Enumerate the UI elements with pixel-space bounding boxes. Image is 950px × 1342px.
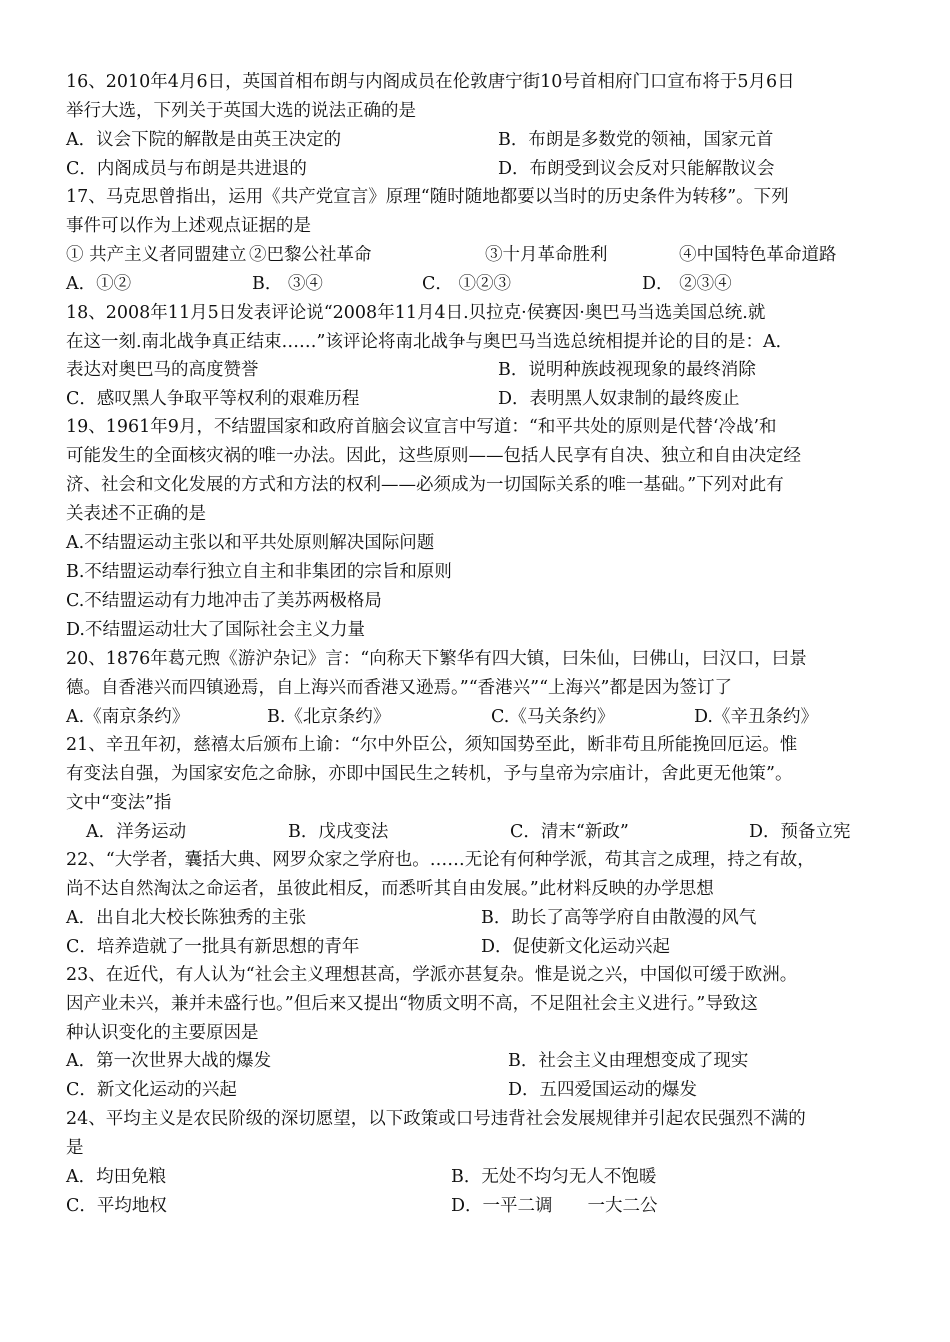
question-19-option-row xyxy=(0,587,950,616)
answer-option: C．内阁成员与布朗是共进退的 xyxy=(66,159,307,179)
answer-option: D．表明黑人奴隶制的最终废止 xyxy=(498,389,740,409)
answer-option: C.《马关条约》 xyxy=(491,707,615,727)
answer-option: C．新文化运动的兴起 xyxy=(66,1080,237,1100)
answer-option: B.《北京条约》 xyxy=(267,707,391,727)
question-24-stem-line: 24、平均主义是农民阶级的深切愿望，以下政策或口号违背社会发展规律并引起农民强烈不满的 xyxy=(66,1109,806,1129)
answer-option: A．均田免粮 xyxy=(66,1167,167,1187)
question-23-option-row xyxy=(0,1047,950,1076)
answer-option: C．平均地权 xyxy=(66,1196,167,1216)
question-22-stem-line: 22、“大学者，囊括大典、网罗众家之学府也。……无论有何种学派，苟其言之成理，持之有故， xyxy=(66,850,815,870)
question-22-option-row xyxy=(0,933,950,962)
answer-option: B．无处不均匀无人不饱暖 xyxy=(451,1167,657,1187)
question-23-option-row xyxy=(0,1076,950,1105)
question-19-stem-line: 19、1961年9月，不结盟国家和政府首脑会议宣言中写道：“和平共处的原则是代替‘冷战’和 xyxy=(66,417,777,437)
question-21-option-row xyxy=(0,818,950,847)
answer-option: C．感叹黑人争取平等权利的艰难历程 xyxy=(66,389,360,409)
answer-option: B．说明种族歧视现象的最终消除 xyxy=(498,360,756,380)
question-24-stem-line: 是 xyxy=(66,1138,84,1158)
answer-option: ③十月革命胜利 xyxy=(485,245,608,265)
question-21-stem-line: 有变法自强，为国家安危之命脉，亦即中国民生之转机，予与皇帝为宗庙计，舍此更无他策”。 xyxy=(66,764,793,784)
answer-option: C． ①②③ xyxy=(422,274,511,294)
question-19-option-row xyxy=(0,616,950,645)
question-24-option-row xyxy=(0,1192,950,1221)
answer-option: D.《辛丑条约》 xyxy=(694,707,818,727)
answer-option: D．布朗受到议会反对只能解散议会 xyxy=(498,159,775,179)
answer-option: A.不结盟运动主张以和平共处原则解决国际问题 xyxy=(66,533,435,553)
question-19-option-row xyxy=(0,558,950,587)
question-19-option-row xyxy=(0,529,950,558)
answer-option: A．第一次世界大战的爆发 xyxy=(66,1051,272,1071)
question-17-stem-line: 17、马克思曾指出，运用《共产党宣言》原理“随时随地都要以当时的历史条件为转移”。下列 xyxy=(66,187,789,207)
question-19-stem-line: 可能发生的全面核灾祸的唯一办法。因此，这些原则——包括人民享有自决、独立和自由决定经 xyxy=(66,446,801,466)
question-21-stem-line: 文中“变法”指 xyxy=(66,793,172,813)
question-16-option-row xyxy=(0,126,950,155)
question-22-option-row xyxy=(0,904,950,933)
answer-option: D．预备立宪 xyxy=(749,822,851,842)
answer-option: B． ③④ xyxy=(252,274,323,294)
answer-option: C.不结盟运动有力地冲击了美苏两极格局 xyxy=(66,591,382,611)
question-23-stem-line: 因产业未兴，兼并未盛行也。”但后来又提出“物质文明不高，不足阻社会主义进行。”导致这 xyxy=(66,994,758,1014)
question-16-option-row xyxy=(0,155,950,184)
answer-option: D． ②③④ xyxy=(642,274,732,294)
answer-option: ②巴黎公社革命 xyxy=(249,245,372,265)
answer-option: A．议会下院的解散是由英王决定的 xyxy=(66,130,342,150)
answer-option: C．培养造就了一批具有新思想的青年 xyxy=(66,937,360,957)
question-16-stem-line: 16、2010年4月6日，英国首相布朗与内阁成员在伦敦唐宁街10号首相府门口宣布将于5月6日 xyxy=(66,72,795,92)
answer-option: A．洋务运动 xyxy=(86,822,187,842)
answer-option: A．①② xyxy=(66,274,132,294)
question-20-stem-line: 20、1876年葛元煦《游沪杂记》言：“向称天下繁华有四大镇，曰朱仙，曰佛山，曰汉口，曰景 xyxy=(66,649,807,669)
answer-option: 表达对奥巴马的高度赞誉 xyxy=(66,360,259,380)
answer-option: B．布朗是多数党的领袖，国家元首 xyxy=(498,130,774,150)
answer-option: D．五四爱国运动的爆发 xyxy=(508,1080,698,1100)
question-18-option-row xyxy=(0,356,950,385)
answer-option: A.《南京条约》 xyxy=(66,707,190,727)
question-19-stem-line: 关表述不正确的是 xyxy=(66,504,206,524)
question-23-stem-line: 23、在近代，有人认为“社会主义理想甚高，学派亦甚复杂。惟是说之兴，中国似可缓于欧洲。 xyxy=(66,965,798,985)
question-20-option-row xyxy=(0,703,950,732)
answer-option: B.不结盟运动奉行独立自主和非集团的宗旨和原则 xyxy=(66,562,452,582)
question-20-stem-line: 德。自香港兴而四镇逊焉，自上海兴而香港又逊焉。”“香港兴”“上海兴”都是因为签订了 xyxy=(66,678,732,698)
answer-option: D．促使新文化运动兴起 xyxy=(481,937,671,957)
question-18-stem-line: 18、2008年11月5日发表评论说“2008年11月4日.贝拉克·侯赛因·奥巴马当选美国总统.就 xyxy=(66,303,766,323)
question-19-stem-line: 济、社会和文化发展的方式和方法的权利——必须成为一切国际关系的唯一基础。”下列对此有 xyxy=(66,475,784,495)
answer-option: ④中国特色革命道路 xyxy=(679,245,837,265)
answer-option: D.不结盟运动壮大了国际社会主义力量 xyxy=(66,620,365,640)
answer-option: ① 共产主义者同盟建立 xyxy=(66,245,247,265)
answer-option: B．戊戌变法 xyxy=(288,822,389,842)
question-17-stem-line: 事件可以作为上述观点证据的是 xyxy=(66,216,311,236)
question-24-option-row xyxy=(0,1163,950,1192)
answer-option: C．清末“新政” xyxy=(510,822,629,842)
question-16-stem-line: 举行大选，下列关于英国大选的说法正确的是 xyxy=(66,101,416,121)
answer-option: B．助长了高等学府自由散漫的风气 xyxy=(481,908,757,928)
answer-option: D．一平二调 一大二公 xyxy=(451,1196,658,1216)
question-17-option-row xyxy=(0,270,950,299)
question-22-stem-line: 尚不达自然淘汰之命运者，虽彼此相反，而悉听其自由发展。”此材料反映的办学思想 xyxy=(66,879,714,899)
answer-option: A．出自北大校长陈独秀的主张 xyxy=(66,908,307,928)
question-18-stem-line: 在这一刻.南北战争真正结束……”该评论将南北战争与奥巴马当选总统相提并论的目的是：A． xyxy=(66,332,794,352)
question-17-option-row xyxy=(0,241,950,270)
question-23-stem-line: 种认识变化的主要原因是 xyxy=(66,1023,259,1043)
answer-option: B．社会主义由理想变成了现实 xyxy=(508,1051,749,1071)
question-18-option-row xyxy=(0,385,950,414)
question-21-stem-line: 21、辛丑年初，慈禧太后颁布上谕：“尔中外臣公，须知国势至此，断非苟且所能挽回厄运。惟 xyxy=(66,735,798,755)
